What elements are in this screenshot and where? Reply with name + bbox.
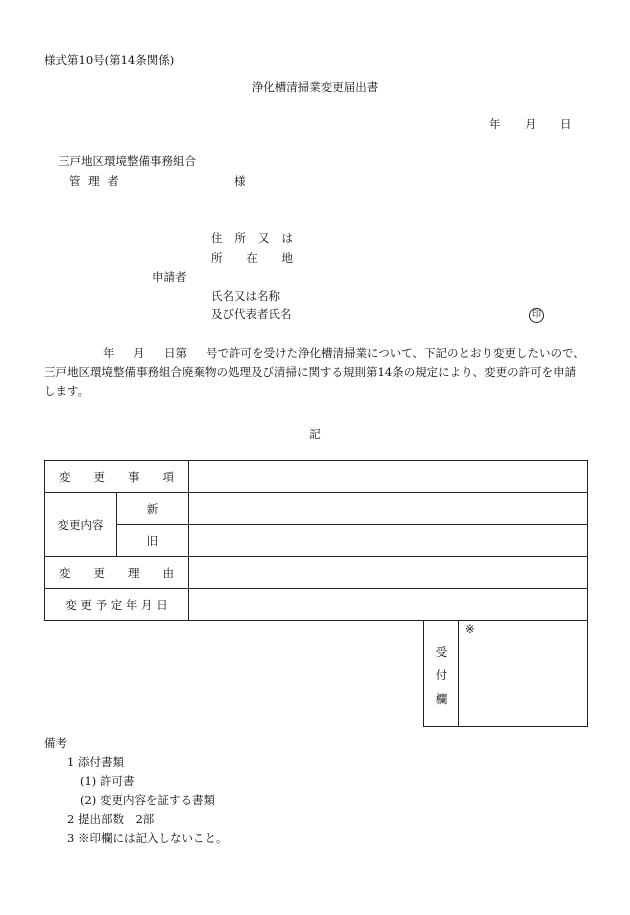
- body-day-no: 日第: [164, 346, 187, 360]
- ki-heading: 記: [309, 427, 321, 441]
- change-date-field[interactable]: [189, 589, 588, 621]
- addressee-role: 管 理 者: [69, 174, 121, 188]
- name-label-1: 氏名又は名称: [211, 289, 280, 303]
- table-row: [45, 493, 588, 525]
- name-label-2: 及び代表者氏名: [211, 307, 292, 321]
- change-item-field[interactable]: [189, 461, 588, 493]
- body-line3: します。: [44, 384, 90, 398]
- change-reason-label: 変 更 理 由: [45, 557, 189, 589]
- new-label: 新: [117, 493, 189, 525]
- reception-char-1: 受: [435, 645, 448, 659]
- applicant-label: 申請者: [152, 270, 187, 284]
- old-content-field[interactable]: [189, 525, 588, 557]
- form-number: 様式第10号(第14条関係): [44, 53, 175, 67]
- note-item: 2 提出部数 2部: [67, 812, 155, 826]
- addressee-honorific: 様: [234, 174, 246, 188]
- note-item: 3 ※印欄には記入しないこと。: [67, 831, 228, 845]
- change-date-label: 変 更 予 定 年 月 日: [45, 589, 189, 621]
- address-label-2: 所 在 地: [211, 251, 293, 265]
- reception-mark: ※: [465, 622, 475, 636]
- old-label: 旧: [117, 525, 189, 557]
- new-content-field[interactable]: [189, 493, 588, 525]
- note-item: (2) 変更内容を証する書類: [80, 793, 215, 807]
- body-month: 月: [133, 346, 145, 360]
- reception-box: [423, 620, 588, 727]
- body-line2: 三戸地区環境整備事務組合廃棄物の処理及び清掃に関する規則第14条の規定により、変更の許可を申請: [44, 365, 577, 379]
- table-row: [45, 525, 588, 557]
- change-content-label: 変更内容: [45, 493, 117, 557]
- reception-label-column: [424, 620, 459, 726]
- date-month: 月: [525, 117, 537, 131]
- body-year: 年: [103, 346, 115, 360]
- reception-char-2: 付: [435, 668, 448, 682]
- table-row: [45, 589, 588, 621]
- change-item-label: 変 更 事 項: [45, 461, 189, 493]
- note-item: (1) 許可書: [80, 774, 135, 788]
- table-row: [45, 461, 588, 493]
- table-row: [45, 557, 588, 589]
- reception-char-3: 欄: [435, 692, 448, 706]
- document-title: 浄化槽清掃業変更届出書: [251, 80, 379, 94]
- notes-heading: 備考: [44, 736, 67, 750]
- change-reason-field[interactable]: [189, 557, 588, 589]
- addressee-org: 三戸地区環境整備事務組合: [58, 154, 196, 168]
- note-item: 1 添付書類: [67, 755, 124, 769]
- change-table: [44, 460, 588, 621]
- date-year: 年: [489, 117, 501, 131]
- date-day: 日: [560, 117, 572, 131]
- address-label-1: 住 所 又 は: [211, 231, 293, 245]
- body-line1: 号で許可を受けた浄化槽清掃業について、下記のとおり変更したいので、: [206, 346, 585, 360]
- seal-mark: 印: [529, 306, 544, 323]
